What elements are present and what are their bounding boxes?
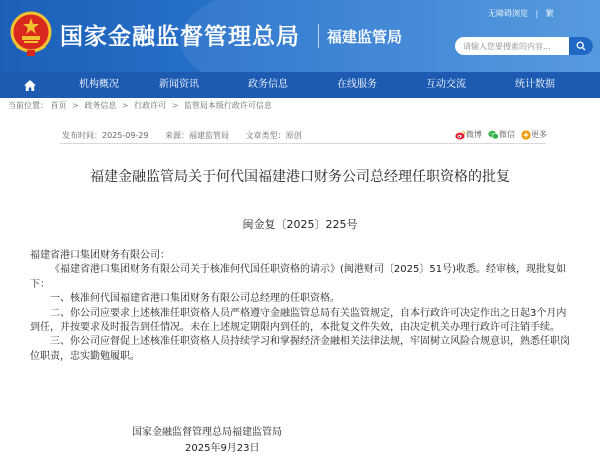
accessibility-link[interactable]: 无障碍浏览 <box>488 9 528 18</box>
national-emblem-icon <box>9 10 53 58</box>
share-wechat-label: 微信 <box>499 130 515 139</box>
breadcrumb-separator: > <box>171 101 179 110</box>
sub-site-title[interactable]: 福建监管局 <box>327 28 403 46</box>
title-divider <box>318 24 319 48</box>
paragraph-1: 《福建省港口集团财务有限公司关于核准何代国任职资格的请示》(闽港财司〔2025〕51号)收悉。经审核，现批复如下： <box>30 264 566 290</box>
meta-divider <box>60 143 546 144</box>
paragraph-4: 三、你公司应督促上述核准任职资格人员持续学习和掌握经济金融相关法律法规，牢固树立风险合规意识，熟悉任职岗位职责，忠实勤勉履职。 <box>30 336 570 362</box>
breadcrumb <box>8 100 272 111</box>
search-button[interactable] <box>569 37 593 55</box>
publish-date: 发布时间：2025-09-29 <box>62 131 149 140</box>
signature-date: 2025年9月23日 <box>185 443 260 454</box>
search-box <box>455 37 593 55</box>
signature-organization: 国家金融监督管理总局福建监管局 <box>132 427 282 438</box>
article-type: 文章类型：原创 <box>245 131 302 140</box>
breadcrumb-item-home[interactable]: 首页 <box>50 101 67 110</box>
share-more[interactable] <box>521 129 547 140</box>
share-wechat[interactable] <box>488 129 515 140</box>
nav-item-news[interactable]: 新闻资讯 <box>159 79 199 90</box>
main-nav <box>0 72 600 98</box>
site-header <box>0 0 600 72</box>
wechat-icon <box>488 130 499 140</box>
share-more-label: 更多 <box>531 130 547 139</box>
breadcrumb-item-admin-license[interactable]: 行政许可 <box>134 101 167 110</box>
site-title[interactable]: 国家金融监督管理总局 <box>60 24 300 50</box>
share-weibo-label: 微博 <box>466 130 482 139</box>
document-number: 闽金复〔2025〕225号 <box>242 218 358 231</box>
nav-item-statistics[interactable]: 统计数据 <box>515 79 555 90</box>
nav-item-online-service[interactable]: 在线服务 <box>337 79 377 90</box>
article-meta <box>62 130 316 141</box>
addressee: 福建省港口集团财务有限公司： <box>30 250 170 261</box>
search-icon <box>576 41 586 51</box>
nav-item-about[interactable]: 机构概况 <box>79 79 119 90</box>
article-title: 福建金融监管局关于何代国福建港口财务公司总经理任职资格的批复 <box>90 169 510 185</box>
search-input[interactable] <box>455 37 569 55</box>
weibo-icon <box>455 130 466 140</box>
paragraph-3: 二、你公司应要求上述核准任职资格人员严格遵守金融监管总局有关监管规定，自本行政许可决定作出之日起3个月内到任，并按要求及时报告到任情况。未在上述规定期限内到任的，本批复文件失效，由决定机关办理行政许可注销手续。 <box>30 307 567 334</box>
plus-icon <box>521 130 531 140</box>
share-bar <box>455 129 553 140</box>
breadcrumb-item-current[interactable]: 监管局本级行政许可信息 <box>183 101 272 110</box>
article-body <box>30 249 576 364</box>
nav-item-gov-info[interactable]: 政务信息 <box>248 79 288 90</box>
share-weibo[interactable] <box>455 129 482 140</box>
traditional-chinese-link[interactable]: 繁 <box>545 9 554 18</box>
breadcrumb-item-gov-info[interactable]: 政务信息 <box>84 101 117 110</box>
top-link-separator: | <box>535 9 539 18</box>
paragraph-2: 一、核准何代国福建省港口集团财务有限公司总经理的任职资格。 <box>50 293 340 305</box>
breadcrumb-label: 当前位置： <box>8 101 48 110</box>
article-source: 来源：福建监管局 <box>165 131 230 140</box>
top-links <box>488 8 554 19</box>
breadcrumb-separator: > <box>72 101 79 110</box>
breadcrumb-separator: > <box>121 101 129 110</box>
nav-home[interactable] <box>0 72 60 98</box>
nav-item-interaction[interactable]: 互动交流 <box>426 79 466 90</box>
home-icon <box>23 79 37 92</box>
